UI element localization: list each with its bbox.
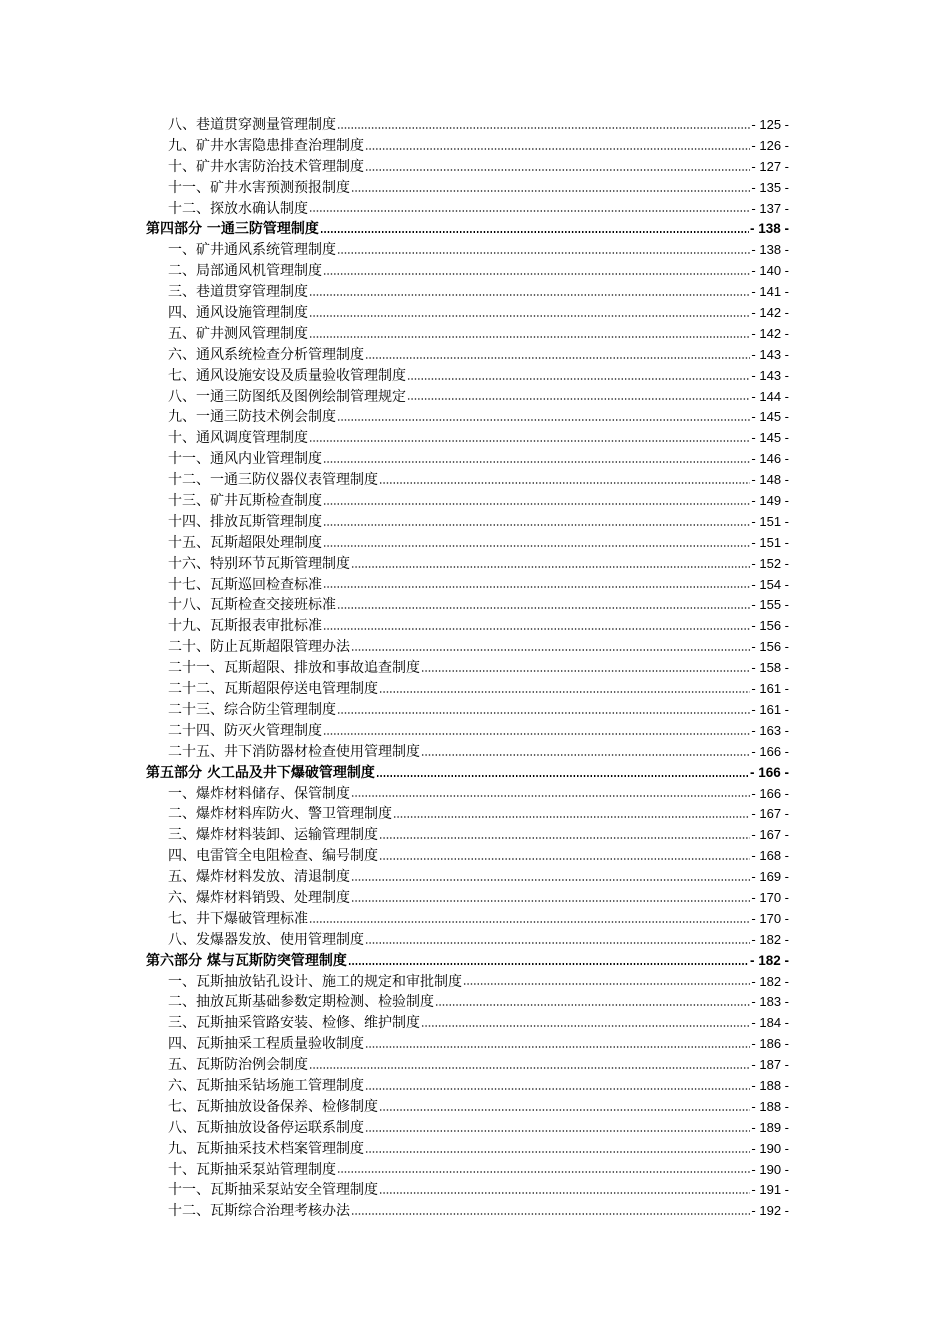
toc-page-number: - 154 - — [751, 576, 789, 592]
toc-page-number: - 155 - — [751, 597, 789, 613]
toc-page-number: - 170 - — [751, 889, 789, 905]
toc-page-number: - 138 - — [749, 221, 789, 237]
dot-leader — [309, 294, 750, 296]
toc-entry[interactable] — [146, 407, 789, 428]
dot-leader — [323, 524, 750, 526]
toc-entry-title: 八、发爆器发放、使用管理制度 — [168, 931, 364, 948]
toc-entry[interactable] — [146, 1034, 789, 1055]
dot-leader — [379, 858, 750, 860]
toc-entry[interactable] — [146, 637, 789, 658]
toc-page-number: - 169 - — [751, 869, 789, 885]
toc-page-number: - 158 - — [751, 660, 789, 676]
toc-entry[interactable] — [146, 366, 789, 387]
toc-entry[interactable] — [146, 972, 789, 993]
dot-leader — [323, 503, 750, 505]
toc-entry[interactable] — [146, 721, 789, 742]
dot-leader — [379, 1109, 750, 1111]
toc-entry[interactable] — [146, 930, 789, 951]
dot-leader — [323, 273, 750, 275]
toc-page-number: - 156 - — [751, 618, 789, 634]
toc-entry[interactable] — [146, 825, 789, 846]
toc-page-number: - 166 - — [751, 785, 789, 801]
dot-leader — [365, 942, 750, 944]
toc-entry[interactable] — [146, 700, 789, 721]
toc-page-number: - 188 - — [751, 1098, 789, 1114]
toc-page-number: - 189 - — [751, 1119, 789, 1135]
dot-leader — [337, 419, 750, 421]
toc-page-number: - 125 - — [751, 117, 789, 132]
dot-leader — [379, 482, 750, 484]
dot-leader — [351, 879, 750, 881]
dot-leader — [309, 440, 750, 442]
toc-page-number: - 191 - — [751, 1182, 789, 1198]
dot-leader — [421, 1025, 750, 1027]
dot-leader — [393, 816, 750, 818]
toc-page-number: - 142 - — [751, 305, 789, 321]
toc-entry[interactable] — [146, 470, 789, 491]
toc-entry[interactable] — [146, 679, 789, 700]
dot-leader — [309, 336, 750, 338]
toc-page-number: - 144 - — [751, 388, 789, 404]
toc-entry[interactable] — [146, 303, 789, 324]
toc-section-heading[interactable] — [146, 951, 789, 972]
toc-entry-title: 四、电雷管全电阻检查、编号制度 — [168, 848, 378, 865]
toc-page-number: - 163 - — [751, 722, 789, 738]
toc-entry[interactable] — [146, 428, 789, 449]
dot-leader — [351, 1213, 750, 1215]
toc-page-number: - 143 - — [751, 346, 789, 362]
dot-leader — [337, 1171, 750, 1173]
toc-entry-title: 十一、矿井水害预测预报制度 — [168, 179, 350, 196]
toc-entry[interactable] — [146, 533, 789, 554]
dot-leader — [421, 754, 750, 756]
toc-entry[interactable] — [146, 261, 789, 282]
toc-entry[interactable] — [146, 554, 789, 575]
toc-page-number: - 184 - — [751, 1015, 789, 1031]
toc-entry[interactable] — [146, 199, 789, 220]
toc-entry[interactable] — [146, 888, 789, 909]
toc-page-number: - 145 - — [751, 409, 789, 425]
toc-page-number: - 149 - — [751, 493, 789, 509]
toc-section-heading[interactable] — [146, 219, 789, 240]
toc-page-number: - 168 - — [751, 848, 789, 864]
toc-entry[interactable] — [146, 846, 789, 867]
toc-entry-title: 十二、瓦斯综合治理考核办法 — [168, 1203, 350, 1220]
toc-entry-title: 十九、瓦斯报表审批标准 — [168, 618, 322, 635]
dot-leader — [337, 712, 750, 714]
toc-page-number: - 166 - — [749, 764, 789, 780]
toc-entry-title: 第四部分 一通三防管理制度 — [146, 221, 319, 238]
dot-leader — [337, 127, 750, 129]
toc-entry-title: 十一、通风内业管理制度 — [168, 451, 322, 468]
dot-leader — [376, 775, 749, 777]
toc-page-number: - 161 - — [751, 681, 789, 697]
toc-entry-title: 二十五、井下消防器材检查使用管理制度 — [168, 743, 420, 760]
toc-entry[interactable] — [146, 345, 789, 366]
toc-page-number: - 142 - — [751, 325, 789, 341]
toc-entry-title: 二十一、瓦斯超限、排放和事故追查制度 — [168, 660, 420, 677]
dot-leader — [309, 1067, 750, 1069]
toc-entry-title: 十八、瓦斯检查交接班标准 — [168, 597, 336, 614]
toc-page-number: - 190 - — [751, 1161, 789, 1177]
toc-entry-title: 二十四、防灭火管理制度 — [168, 722, 322, 739]
toc-page-number: - 156 - — [751, 639, 789, 655]
toc-entry[interactable] — [146, 282, 789, 303]
toc-entry-title: 四、通风设施管理制度 — [168, 305, 308, 322]
toc-entry-title: 七、通风设施安设及质量验收管理制度 — [168, 367, 406, 384]
toc-page-number: - 167 - — [751, 827, 789, 843]
toc-entry-title: 十六、特别环节瓦斯管理制度 — [168, 555, 350, 572]
dot-leader — [351, 900, 750, 902]
toc-entry-title: 一、矿井通风系统管理制度 — [168, 242, 336, 259]
toc-entry[interactable] — [146, 1055, 789, 1076]
toc-entry-title: 二、抽放瓦斯基础参数定期检测、检验制度 — [168, 994, 434, 1011]
toc-entry[interactable] — [146, 1180, 789, 1201]
dot-leader — [309, 921, 750, 923]
toc-entry-title: 二十、防止瓦斯超限管理办法 — [168, 639, 350, 656]
toc-entry[interactable] — [146, 491, 789, 512]
toc-entry[interactable] — [146, 115, 789, 136]
dot-leader — [351, 566, 750, 568]
dot-leader — [323, 733, 750, 735]
dot-leader — [309, 315, 750, 317]
toc-entry-title: 九、瓦斯抽采技术档案管理制度 — [168, 1140, 364, 1157]
toc-page-number: - 141 - — [751, 284, 789, 300]
dot-leader — [365, 1088, 750, 1090]
toc-page-number: - 182 - — [751, 973, 789, 989]
toc-entry-title: 六、爆炸材料销毁、处理制度 — [168, 889, 350, 906]
toc-entry-title: 七、井下爆破管理标准 — [168, 910, 308, 927]
toc-entry-title: 第五部分 火工品及井下爆破管理制度 — [146, 764, 375, 781]
dot-leader — [323, 545, 750, 547]
toc-entry[interactable] — [146, 575, 789, 596]
toc-page-number: - 126 - — [751, 137, 789, 153]
dot-leader — [351, 795, 750, 797]
toc-entry[interactable] — [146, 178, 789, 199]
toc-page-number: - 140 - — [751, 263, 789, 279]
dot-leader — [365, 357, 750, 359]
dot-leader — [351, 649, 750, 651]
dot-leader — [351, 190, 750, 192]
dot-leader — [323, 628, 750, 630]
toc-entry-title: 六、通风系统检查分析管理制度 — [168, 346, 364, 363]
toc-entry-title: 三、爆炸材料装卸、运输管理制度 — [168, 827, 378, 844]
toc-page-number: - 143 - — [751, 367, 789, 383]
dot-leader — [323, 586, 750, 588]
toc-entry[interactable] — [146, 658, 789, 679]
toc-page-number: - 183 - — [751, 994, 789, 1010]
toc-entry[interactable] — [146, 616, 789, 637]
dot-leader — [337, 607, 750, 609]
toc-entry-title: 七、瓦斯抽放设备保养、检修制度 — [168, 1098, 378, 1115]
toc-entry[interactable] — [146, 1160, 789, 1181]
toc-entry-title: 六、瓦斯抽采钻场施工管理制度 — [168, 1077, 364, 1094]
toc-entry[interactable] — [146, 867, 789, 888]
dot-leader — [337, 252, 750, 254]
toc-page-number: - 152 - — [751, 555, 789, 571]
toc-entry-title: 八、一通三防图纸及图例绘制管理规定 — [168, 388, 406, 405]
toc-entry-title: 二十二、瓦斯超限停送电管理制度 — [168, 681, 378, 698]
toc-entry[interactable] — [146, 1013, 789, 1034]
dot-leader — [379, 691, 750, 693]
toc-entry-title: 四、瓦斯抽采工程质量验收制度 — [168, 1036, 364, 1053]
toc-entry-title: 十二、一通三防仪器仪表管理制度 — [168, 472, 378, 489]
toc-entry[interactable] — [146, 1118, 789, 1139]
toc-entry[interactable] — [146, 742, 789, 763]
toc-entry-title: 三、巷道贯穿管理制度 — [168, 284, 308, 301]
toc-entry-title: 二、爆炸材料库防火、警卫管理制度 — [168, 806, 392, 823]
dot-leader — [348, 963, 749, 965]
toc-page-number: - 188 - — [751, 1077, 789, 1093]
toc-page-number: - 151 - — [751, 513, 789, 529]
toc-page-number: - 187 - — [751, 1057, 789, 1073]
toc-page-number: - 192 - — [751, 1203, 789, 1219]
toc-entry[interactable] — [146, 136, 789, 157]
toc-entry[interactable] — [146, 324, 789, 345]
toc-entry-title: 第六部分 煤与瓦斯防突管理制度 — [146, 952, 347, 969]
toc-entry[interactable] — [146, 240, 789, 261]
toc-entry[interactable] — [146, 1139, 789, 1160]
toc-entry-title: 十三、矿井瓦斯检查制度 — [168, 493, 322, 510]
dot-leader — [365, 1046, 750, 1048]
dot-leader — [435, 1004, 750, 1006]
toc-page-number: - 166 - — [751, 743, 789, 759]
toc-entry-title: 九、一通三防技术例会制度 — [168, 409, 336, 426]
dot-leader — [379, 1192, 750, 1194]
dot-leader — [365, 1130, 750, 1132]
dot-leader — [365, 1151, 750, 1153]
toc-page-number: - 190 - — [751, 1140, 789, 1156]
dot-leader — [421, 670, 750, 672]
toc-entry[interactable] — [146, 595, 789, 616]
toc-entry-title: 一、爆炸材料储存、保管制度 — [168, 785, 350, 802]
toc-entry-title: 九、矿井水害隐患排查治理制度 — [168, 137, 364, 154]
toc-entry[interactable] — [146, 1201, 789, 1222]
dot-leader — [379, 837, 750, 839]
dot-leader — [365, 148, 750, 150]
dot-leader — [309, 210, 750, 212]
toc-entry-title: 一、瓦斯抽放钻孔设计、施工的规定和审批制度 — [168, 973, 462, 990]
toc-entry-title: 二、局部通风机管理制度 — [168, 263, 322, 280]
toc-page-number: - 138 - — [751, 242, 789, 258]
toc-page-number: - 145 - — [751, 430, 789, 446]
toc-entry-title: 八、瓦斯抽放设备停运联系制度 — [168, 1119, 364, 1136]
toc-entry-title: 五、爆炸材料发放、清退制度 — [168, 869, 350, 886]
toc-entry-title: 二十三、综合防尘管理制度 — [168, 701, 336, 718]
toc-entry-title: 十二、探放水确认制度 — [168, 200, 308, 217]
toc-entry[interactable] — [146, 449, 789, 470]
toc-entry-title: 十七、瓦斯巡回检查标准 — [168, 576, 322, 593]
dot-leader — [407, 398, 750, 400]
toc-page-number: - 135 - — [751, 179, 789, 195]
toc-entry[interactable] — [146, 784, 789, 805]
toc-page-number: - 151 - — [751, 534, 789, 550]
toc-entry-title: 三、瓦斯抽采管路安装、检修、维护制度 — [168, 1015, 420, 1032]
dot-leader — [463, 983, 750, 985]
toc-page-number: - 186 - — [751, 1036, 789, 1052]
toc-page-number: - 127 - — [751, 158, 789, 174]
toc-page-number: - 148 - — [751, 472, 789, 488]
toc-section-heading[interactable] — [146, 763, 789, 784]
table-of-contents — [146, 115, 789, 1222]
toc-entry-title: 十、通风调度管理制度 — [168, 430, 308, 447]
toc-entry[interactable] — [146, 992, 789, 1013]
dot-leader — [323, 461, 750, 463]
dot-leader — [320, 231, 749, 233]
toc-entry[interactable] — [146, 804, 789, 825]
toc-page-number: - 182 - — [749, 952, 789, 968]
toc-entry-title: 五、矿井测风管理制度 — [168, 325, 308, 342]
toc-entry[interactable] — [146, 387, 789, 408]
toc-entry[interactable] — [146, 1076, 789, 1097]
toc-entry-title: 十一、瓦斯抽采泵站安全管理制度 — [168, 1182, 378, 1199]
toc-entry-title: 十、瓦斯抽采泵站管理制度 — [168, 1161, 336, 1178]
toc-entry[interactable] — [146, 157, 789, 178]
toc-page-number: - 182 - — [751, 931, 789, 947]
toc-entry-title: 十四、排放瓦斯管理制度 — [168, 513, 322, 530]
toc-page-number: - 161 - — [751, 701, 789, 717]
toc-page-number: - 167 - — [751, 806, 789, 822]
toc-entry[interactable] — [146, 1097, 789, 1118]
toc-page-number: - 170 - — [751, 910, 789, 926]
toc-entry-title: 五、瓦斯防治例会制度 — [168, 1057, 308, 1074]
toc-page-number: - 137 - — [751, 200, 789, 216]
toc-page-number: - 146 - — [751, 451, 789, 467]
dot-leader — [407, 378, 750, 380]
dot-leader — [365, 169, 750, 171]
toc-entry-title: 十、矿井水害防治技术管理制度 — [168, 158, 364, 175]
toc-entry-title: 十五、瓦斯超限处理制度 — [168, 534, 322, 551]
toc-entry-title: 八、巷道贯穿测量管理制度 — [168, 117, 336, 133]
toc-entry[interactable] — [146, 909, 789, 930]
toc-entry[interactable] — [146, 512, 789, 533]
